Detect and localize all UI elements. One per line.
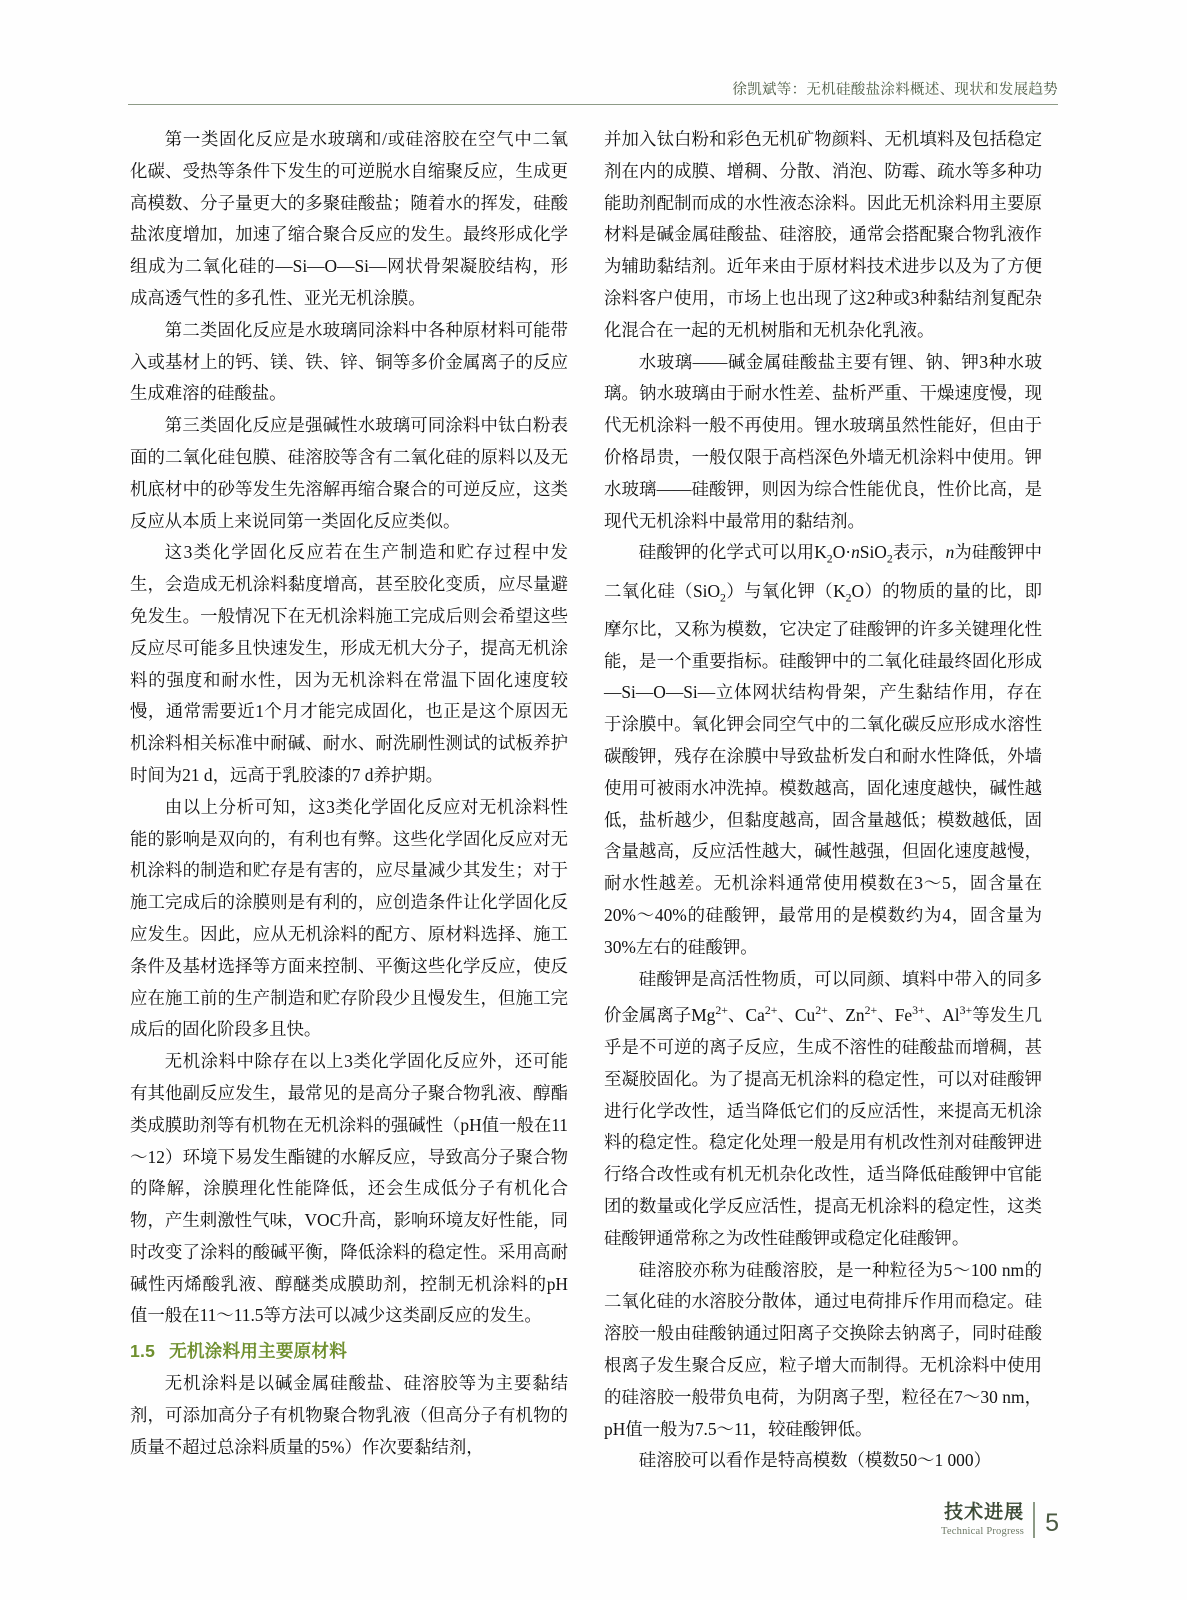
paragraph: 第三类固化反应是强碱性水玻璃可同涂料中钛白粉表面的二氧化硅包膜、硅溶胶等含有二氧化硅的原料以及无机底材中的砂等发生先溶解再缩合聚合的可逆反应，这类反应从本质上来说同第一类固化反应类似。 [130,415,568,531]
paragraph: 硅溶胶亦称为硅酸溶胶，是一种粒径为5～100 nm的二氧化硅的水溶胶分散体，通过电荷排斥作用而稳定。硅溶胶一般由硅酸钠通过阳离子交换除去钠离子，同时硅酸根离子发生聚合反应，粒子增大而制得。无机涂料中使用的硅溶胶一般带负电荷，为阴离子型，粒径在7～30 nm，pH值一般为7.5～11，较硅酸钾低。 [604,1259,1042,1439]
running-header: 徐凯斌等：无机硅酸盐涂料概述、现状和发展趋势 [732,82,1058,98]
footer-section-label [941,1502,1035,1538]
paragraph: 第二类固化反应是水玻璃同涂料中各种原材料可能带入或基材上的钙、镁、铁、锌、铜等多价金属离子的反应生成难溶的硅酸盐。 [130,319,568,404]
paragraph: 第一类固化反应是水玻璃和/或硅溶胶在空气中二氧化碳、受热等条件下发生的可逆脱水自缩聚反应，生成更高模数、分子量更大的多聚硅酸盐；随着水的挥发，硅酸盐浓度增加，加速了缩合聚合反应的发生。最终形成化学组成为二氧化硅的—Si—O—Si—网状骨架凝胶结构，形成高透气性的多孔性、亚光无机涂膜。 [130,129,568,308]
paragraph: 并加入钛白粉和彩色无机矿物颜料、无机填料及包括稳定剂在内的成膜、增稠、分散、消泡、防霉、疏水等多种功能助剂配制而成的水性液态涂料。因此无机涂料用主要原材料是碱金属硅酸盐、硅溶胶，通常会搭配聚合物乳液作为辅助黏结剂。近年来由于原材料技术进步以及为了方便涂料客户使用，市场上也出现了这2种或3种黏结剂复配杂化混合在一起的无机树脂和无机杂化乳液。 [604,129,1042,340]
left-column [130,124,568,1463]
paragraph: 这3类化学固化反应若在生产制造和贮存过程中发生，会造成无机涂料黏度增高，甚至胶化变质，应尽量避免发生。一般情况下在无机涂料施工完成后则会希望这些反应尽可能多且快速发生，形成无机大分子，提高无机涂料的强度和耐水性，因为无机涂料在常温下固化速度较慢，通常需要近1个月才能完成固化，也正是这个原因无机涂料相关标准中耐碱、耐水、耐洗刷性测试的试板养护时间为21 d，远高于乳胶漆的7 d养护期。 [130,542,568,785]
paragraph: 无机涂料是以碱金属硅酸盐、硅溶胶等为主要黏结剂，可添加高分子有机物聚合物乳液（但高分子有机物的质量不超过总涂料质量的5%）作次要黏结剂， [130,1373,568,1457]
paragraph: 由以上分析可知，这3类化学固化反应对无机涂料性能的影响是双向的，有利也有弊。这些化学固化反应对无机涂料的制造和贮存是有害的，应尽量减少其发生；对于施工完成后的涂膜则是有利的，应创造条件让化学固化反应发生。因此，应从无机涂料的配方、原材料选择、施工条件及基材选择等方面来控制、平衡这些化学反应，使反应在施工前的生产制造和贮存阶段少且慢发生，但施工完成后的固化阶段多且快。 [130,796,568,1040]
paragraph: 硅酸钾是高活性物质，可以同颜、填料中带入的同多价金属离子$Mg^{2+}$、$Ca^{2+}$、$Cu^{2+}$、$Zn^{2+}$、$Fe^{3+}$、$Al^{3+}$等发生几乎是不可逆的离子反应，生成不溶性的硅酸盐而增稠，甚至凝胶固化。为了提高无机涂料的稳定性，可以对硅酸钾进行化学改性，适当降低它们的反应活性，来提高无机涂料的稳定性。稳定化处理一般是用有机改性剂对硅酸钾进行络合改性或有机无机杂化改性，适当降低硅酸钾中官能团的数量或化学反应活性，提高无机涂料的稳定性，这类硅酸钾通常称之为改性硅酸钾或稳定化硅酸钾。 [604,968,1042,1248]
page-number: 5 [1045,1509,1059,1537]
paragraph: 水玻璃——碱金属硅酸盐主要有锂、钠、钾3种水玻璃。钠水玻璃由于耐水性差、盐析严重、干燥速度慢，现代无机涂料一般不再使用。锂水玻璃虽然性能好，但由于价格昂贵，一般仅限于高档深色外墙无机涂料中使用。钾水玻璃——硅酸钾，则因为综合性能优良，性价比高，是现代无机涂料中最常用的黏结剂。 [604,351,1042,531]
right-column [604,124,1042,1477]
paragraph: 硅溶胶可以看作是特高模数（模数50～1 000） [638,1450,991,1471]
section-heading [130,1336,568,1368]
header-divider [128,104,1058,105]
section-number: 1.5 [130,1341,156,1362]
page-footer [941,1502,1059,1538]
footer-label-en: Technical Progress [941,1525,1025,1537]
paragraph: 无机涂料中除存在以上3类化学固化反应外，还可能有其他副反应发生，最常见的是高分子聚合物乳液、醇酯类成膜助剂等有机物在无机涂料的强碱性（pH值一般在11～12）环境下易发生酯键的水解反应，导致高分子聚合物的降解，涂膜理化性能降低，还会生成低分子有机化合物，产生刺激性气味，VOC升高，影响环境友好性能，同时改变了涂料的酸碱平衡，降低涂料的稳定性。采用高耐碱性丙烯酸乳液、醇醚类成膜助剂，控制无机涂料的pH值一般在11～11.5等方法可以减少这类副反应的发生。 [130,1051,568,1326]
paragraph: 硅酸钾的化学式可以用$K_2O\cdot nSiO_2$表示，n为硅酸钾中二氧化硅（SiO$_2$）与氧化钾$(K_2O)$的物质的量的比，即摩尔比，又称为模数，它决定了硅酸钾的许多关键理化性能，是一个重要指标。硅酸钾中的二氧化硅最终固化形成—Si—O—Si—立体网状结构骨架，产生黏结作用，存在于涂膜中。氧化钾会同空气中的二氧化碳反应形成水溶性碳酸钾，残存在涂膜中导致盐析发白和耐水性降低，外墙使用可被雨水冲洗掉。模数越高，固化速度越快，碱性越低，盐析越少，但黏度越高，固含量越低；模数越低，固含量越高，反应活性越大，碱性越强，但固化速度越慢，耐水性越差。无机涂料通常使用模数在3～5，固含量在20%～40%的硅酸钾，最常用的是模数约为4，固含量为30%左右的硅酸钾。 [604,542,1042,957]
footer-label-cn: 技术进展 [944,1502,1025,1524]
section-title: 无机涂料用主要原材料 [169,1341,348,1362]
